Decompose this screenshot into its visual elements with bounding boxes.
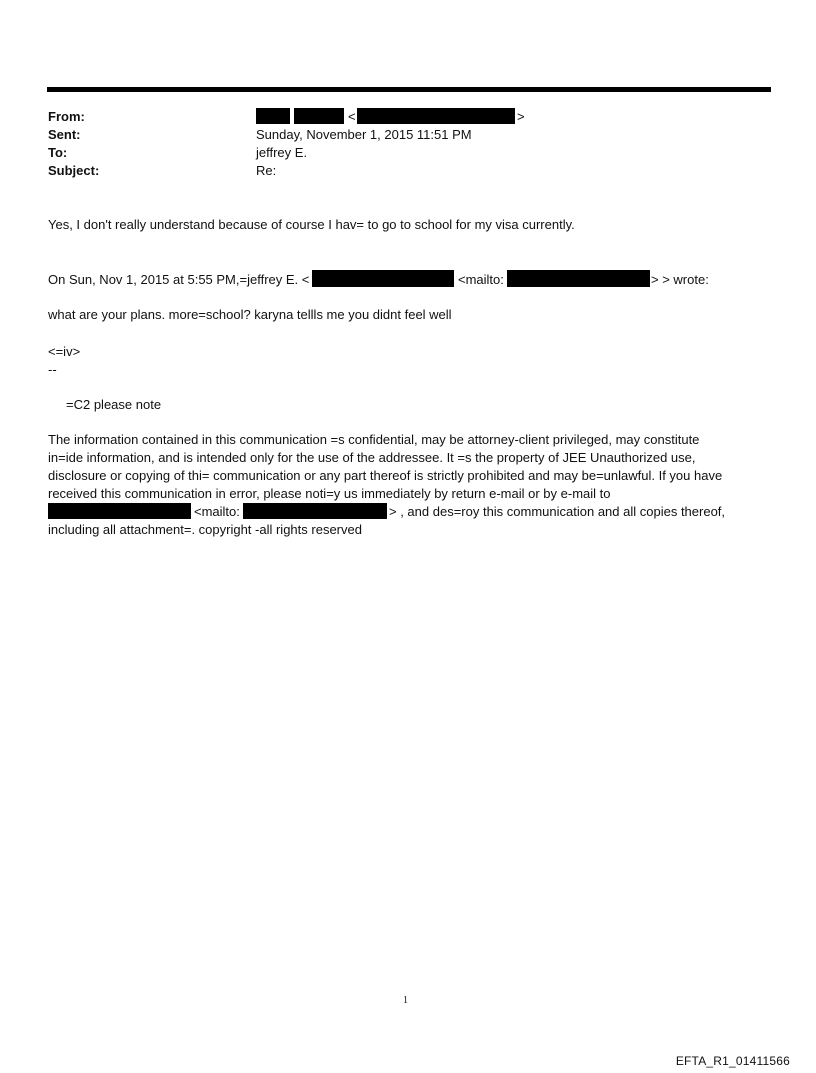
redaction-from-last-name: [294, 108, 344, 124]
from-lt: <: [348, 109, 356, 124]
redaction-disclaimer-mailto: [243, 503, 387, 519]
disclaimer-line-6: including all attachment=. copyright -all rights reserved: [48, 522, 362, 537]
document-id: EFTA_R1_01411566: [675, 1054, 790, 1068]
please-note: =C2 please note: [66, 397, 162, 412]
from-label: From:: [48, 109, 85, 124]
from-gt: >: [517, 109, 525, 124]
redaction-disclaimer-email: [48, 503, 191, 519]
redaction-from-first-name: [256, 108, 290, 124]
div-tag: <=iv>: [48, 344, 81, 359]
subject-label: Subject:: [48, 163, 100, 178]
quote-intro-pre: On Sun, Nov 1, 2015 at 5:55 PM,=jeffrey E. <: [48, 272, 310, 287]
disclaimer-mailto: <mailto:: [194, 504, 240, 519]
subject-value: Re:: [256, 163, 277, 178]
disclaimer-line-5-post: > , and des=roy this communication and all copies thereof,: [389, 504, 726, 519]
header-rule: [47, 87, 771, 92]
reply-line: Yes, I don't really understand because of course I hav= to go to school for my visa currently.: [48, 217, 575, 232]
signature-dashes: --: [48, 362, 57, 377]
sent-value: Sunday, November 1, 2015 11:51 PM: [256, 127, 472, 142]
to-value: jeffrey E.: [256, 145, 308, 160]
to-label: To:: [48, 145, 68, 160]
disclaimer-line-1: The information contained in this communication =s confidential, may be attorney-client privileged, may constitute: [48, 432, 700, 447]
quote-intro-mailto: <mailto:: [458, 272, 504, 287]
disclaimer-line-2: in=ide information, and is intended only for the use of the addressee. It =s the property of JEE Unauthorized use,: [48, 450, 696, 465]
sent-label: Sent:: [48, 127, 81, 142]
redaction-quote-mailto: [507, 270, 650, 287]
quote-intro-post: > > wrote:: [651, 272, 709, 287]
disclaimer-line-4: received this communication in error, please noti=y us immediately by return e-mail or by e-mail to: [48, 486, 611, 501]
redaction-from-email: [357, 108, 515, 124]
disclaimer-line-3: disclosure or copying of thi= communication or any part thereof is strictly prohibited and may be=unlawful. If you have: [48, 468, 723, 483]
redaction-quote-email: [312, 270, 454, 287]
quoted-line: what are your plans. more=school? karyna tellls me you didnt feel well: [48, 307, 452, 322]
page-number: 1: [403, 995, 408, 1006]
